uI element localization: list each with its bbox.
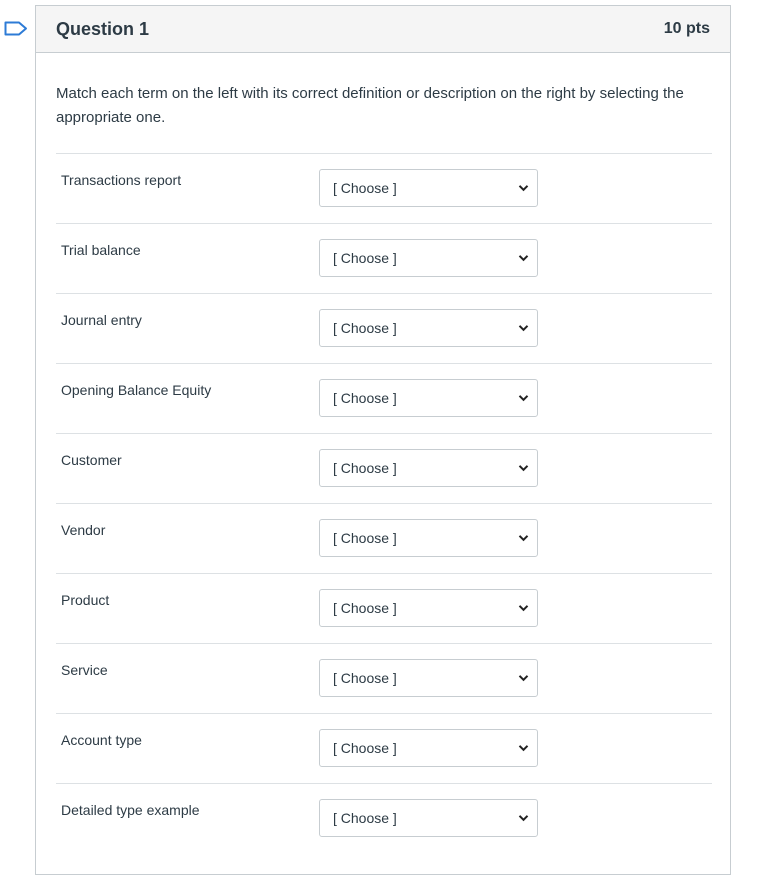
answer-dropdown[interactable] <box>319 519 538 557</box>
answer-dropdown[interactable] <box>319 169 538 207</box>
chevron-down-icon <box>518 254 529 262</box>
matching-row <box>56 643 712 713</box>
term-label: Product <box>61 592 110 608</box>
term-label: Transactions report <box>61 172 182 188</box>
term-label: Detailed type example <box>61 802 200 818</box>
dropdown-value: [ Choose ] <box>333 460 397 476</box>
bookmark-flag-icon[interactable] <box>4 21 28 36</box>
dropdown-value: [ Choose ] <box>333 390 397 406</box>
answer-dropdown[interactable] <box>319 729 538 767</box>
dropdown-value: [ Choose ] <box>333 670 397 686</box>
question-text: Match each term on the left with its correct definition or description on the right by selecting the appropriate one. <box>56 85 684 126</box>
question-card <box>35 5 731 875</box>
matching-row <box>56 153 712 223</box>
chevron-down-icon <box>518 394 529 402</box>
question-points: 10 pts <box>663 20 710 37</box>
matching-row <box>56 783 712 853</box>
chevron-down-icon <box>518 464 529 472</box>
matching-row <box>56 573 712 643</box>
question-header <box>36 6 730 53</box>
dropdown-value: [ Choose ] <box>333 250 397 266</box>
dropdown-value: [ Choose ] <box>333 600 397 616</box>
answer-dropdown[interactable] <box>319 309 538 347</box>
term-label: Vendor <box>61 522 106 538</box>
term-label: Service <box>61 662 108 678</box>
matching-row <box>56 223 712 293</box>
answer-dropdown[interactable] <box>319 589 538 627</box>
dropdown-value: [ Choose ] <box>333 320 397 336</box>
answer-dropdown[interactable] <box>319 239 538 277</box>
answer-dropdown[interactable] <box>319 799 538 837</box>
question-title: Question 1 <box>56 18 150 39</box>
chevron-down-icon <box>518 604 529 612</box>
term-label: Account type <box>61 732 142 748</box>
answer-dropdown[interactable] <box>319 659 538 697</box>
term-label: Opening Balance Equity <box>61 382 212 398</box>
chevron-down-icon <box>518 184 529 192</box>
chevron-down-icon <box>518 814 529 822</box>
chevron-down-icon <box>518 324 529 332</box>
dropdown-value: [ Choose ] <box>333 530 397 546</box>
matching-row <box>56 293 712 363</box>
term-label: Customer <box>61 452 122 468</box>
chevron-down-icon <box>518 674 529 682</box>
answer-dropdown[interactable] <box>319 449 538 487</box>
chevron-down-icon <box>518 744 529 752</box>
answer-dropdown[interactable] <box>319 379 538 417</box>
matching-row <box>56 503 712 573</box>
dropdown-value: [ Choose ] <box>333 180 397 196</box>
term-label: Journal entry <box>61 312 142 328</box>
dropdown-value: [ Choose ] <box>333 740 397 756</box>
matching-row <box>56 713 712 783</box>
matching-rows <box>56 153 712 853</box>
matching-row <box>56 363 712 433</box>
matching-row <box>56 433 712 503</box>
term-label: Trial balance <box>61 242 141 258</box>
chevron-down-icon <box>518 534 529 542</box>
dropdown-value: [ Choose ] <box>333 810 397 826</box>
